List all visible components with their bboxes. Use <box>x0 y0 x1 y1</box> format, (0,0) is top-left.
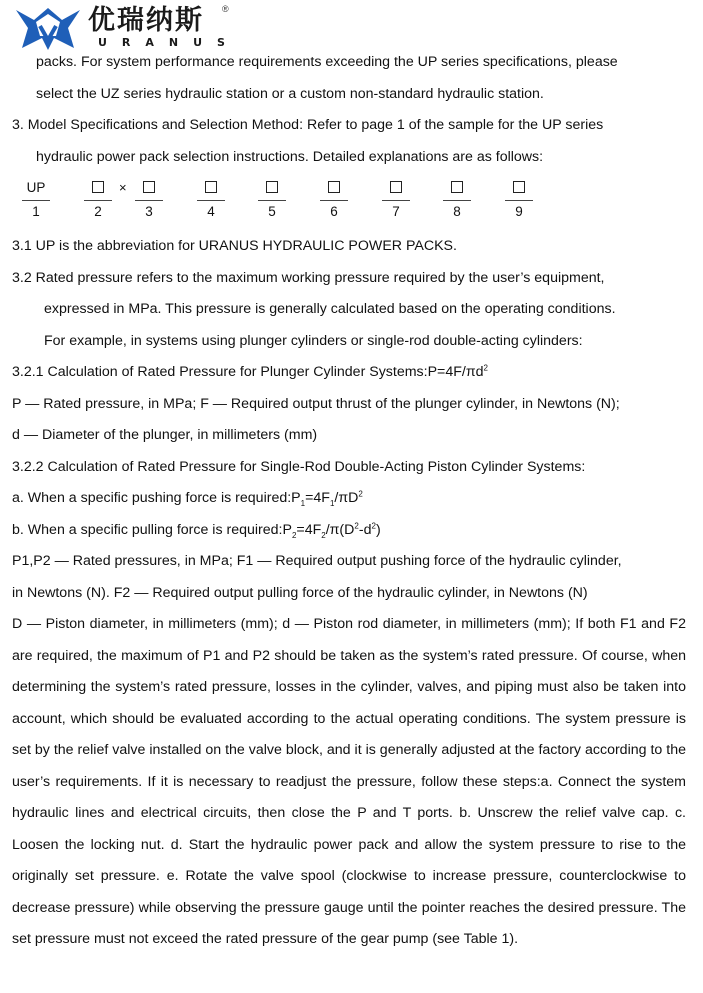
formula-superscript: 2 <box>371 520 376 530</box>
uranus-star-logo-icon <box>12 6 84 50</box>
model-code-col-7 <box>378 173 414 223</box>
model-code-col-4 <box>193 173 229 223</box>
formula-text: 3.2.1 Calculation of Rated Pressure for Plunger Cylinder Systems:P=4F/πd <box>12 364 484 380</box>
model-position-number: 9 <box>515 204 523 219</box>
paragraph-newtons: in Newtons (N). F2 — Required output pulling force of the hydraulic cylinder, in Newtons (N) <box>12 584 588 601</box>
paragraph-mpa: expressed in MPa. This pressure is generally calculated based on the operating conditions. <box>44 301 616 317</box>
model-code-box <box>143 181 155 193</box>
paragraph-model-spec: 3. Model Specifications and Selection Method: Refer to page 1 of the sample for the UP series <box>12 117 604 133</box>
formula-text: /π(D <box>325 521 355 538</box>
formula-superscript: 2 <box>358 489 363 499</box>
paragraph-p1-p2-definitions: P1,P2 — Rated pressures, in MPa; F1 — Required output pushing force of the hydraulic cylinder, <box>12 553 622 569</box>
formula-text: a. When a specific pushing force is required:P <box>12 490 301 506</box>
formula-text: /πD <box>334 490 359 506</box>
formula-subscript: 1 <box>300 498 306 508</box>
model-code-col-3 <box>131 173 167 223</box>
document-body <box>12 47 686 956</box>
formula-text: b. When a specific pulling force is required:P <box>12 521 292 538</box>
model-code-box <box>266 181 278 193</box>
paragraph-rated-pressure: 3.2 Rated pressure refers to the maximum working pressure required by the user’s equipment, <box>12 269 605 286</box>
paragraph-plunger-diameter: d — Diameter of the plunger, in millimeters (mm) <box>12 427 318 443</box>
formula-text: -d <box>358 521 372 538</box>
paragraph-packs: packs. For system performance requirements exceeding the UP series specifications, please <box>36 54 618 70</box>
model-position-number: 8 <box>453 204 461 219</box>
formula-superscript: 2 <box>483 363 488 373</box>
model-code-col-2 <box>80 173 116 223</box>
paragraph-uz-series: select the UZ series hydraulic station or a custom non-standard hydraulic station. <box>36 85 544 102</box>
model-code-col-9 <box>501 173 537 223</box>
model-position-number: 3 <box>145 204 153 219</box>
model-position-number: 1 <box>32 204 40 219</box>
model-position-number: 5 <box>268 204 276 219</box>
formula-subscript: 2 <box>321 530 326 540</box>
paragraph-selection-instructions: hydraulic power pack selection instructions. Detailed explanations are as follows: <box>36 148 544 165</box>
model-code-col-8 <box>439 173 475 223</box>
model-position-number: 7 <box>392 204 400 219</box>
paragraph-piston-heading: 3.2.2 Calculation of Rated Pressure for Single-Rod Double-Acting Piston Cylinder Systems: <box>12 458 586 475</box>
formula-text: ) <box>375 521 381 538</box>
formula-text: =4F <box>296 521 322 538</box>
formula-text: =4F <box>305 490 330 506</box>
model-code-box <box>92 181 104 193</box>
logo-english-name: URANUS <box>98 36 240 49</box>
model-code-box <box>513 181 525 193</box>
model-code-box <box>451 181 463 193</box>
company-logo <box>12 4 240 50</box>
model-code-box <box>390 181 402 193</box>
model-code-col-5 <box>254 173 290 223</box>
paragraph-plunger-formula <box>12 357 686 389</box>
formula-subscript: 1 <box>329 498 335 508</box>
model-code-table <box>12 173 686 231</box>
logo-chinese-name: 优瑞纳斯 <box>88 5 204 36</box>
model-code-box <box>205 181 217 193</box>
multiply-sign: × <box>119 180 127 195</box>
model-code-col-6 <box>316 173 352 223</box>
paragraph-up-abbreviation: 3.1 UP is the abbreviation for URANUS HYDRAULIC POWER PACKS. <box>12 238 457 254</box>
model-position-number: 6 <box>330 204 338 219</box>
model-prefix: UP <box>26 180 46 195</box>
paragraph-pressure-adjustment: D — Piston diameter, in millimeters (mm); d — Piston rod diameter, in millimeters (mm); If both F1 and F2 are required, the maximum of P1 and P2 should be taken as the system’s rated pressure. Of course, when determining the system’s rated pressure, losses in the cylinder, valves, and piping must also be taken into account, which should be evaluated according to the actual operating conditions. The system pressure is set by the relief valve installed on the valve block, and it is generally adjusted at the factory according to the user’s requirements. If it is necessary to readjust the pressure, follow these steps:a. Connect the system hydraulic lines and electrical circuits, then close the P and T ports. b. Unscrew the relief valve cap. c. Loosen the locking nut. d. Start the hydraulic power pack and allow the system pressure to rise to the originally set pressure. e. Rotate the valve spool (clockwise to increase pressure, counterclockwise to decrease pressure) while observing the pressure gauge until the pointer reaches the desired pressure. The set pressure must not exceed the rated pressure of the gear pump (see Table 1). <box>12 616 686 947</box>
model-code-box <box>328 181 340 193</box>
model-position-number: 4 <box>207 204 215 219</box>
paragraph-example: For example, in systems using plunger cylinders or single-rod double-acting cylinders: <box>44 332 583 349</box>
model-code-col-1 <box>18 173 54 223</box>
paragraph-pushing-formula <box>12 483 686 515</box>
formula-superscript: 2 <box>354 520 359 530</box>
model-position-number: 2 <box>94 204 102 219</box>
registered-mark: ® <box>222 4 229 14</box>
formula-subscript: 2 <box>291 530 297 540</box>
paragraph-pulling-formula <box>12 515 686 547</box>
paragraph-plunger-variables: P — Rated pressure, in MPa; F — Required output thrust of the plunger cylinder, in Newtons (N); <box>12 395 620 412</box>
